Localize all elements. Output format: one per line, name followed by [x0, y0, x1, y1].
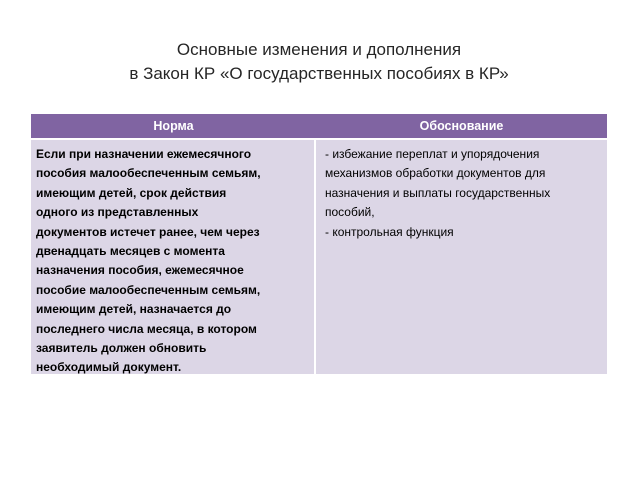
norm-line: пособие малообеспеченным семьям,: [36, 282, 261, 297]
norm-line: заявитель должен обновить: [36, 341, 207, 356]
table-row: [31, 140, 607, 374]
table-header-row: [31, 114, 607, 140]
norm-line: имеющим детей, срок действия: [36, 185, 227, 200]
header-norm: Норма: [153, 119, 194, 133]
norm-line: одного из представленных: [36, 205, 199, 220]
header-justification: Обоснование: [419, 119, 504, 133]
slide-title: [0, 38, 638, 86]
title-line-1: Основные изменения и дополнения: [176, 40, 462, 59]
comparison-table: [31, 114, 607, 374]
norm-line: необходимый документ.: [36, 360, 182, 375]
norm-line: назначения пособия, ежемесячное: [36, 263, 244, 278]
title-line-2: в Закон КР «О государственных пособиях в КР»: [129, 64, 509, 83]
justification-line: механизмов обработки документов для: [325, 166, 546, 181]
justification-line: - избежание переплат и упорядочения: [325, 147, 540, 161]
justification-cell: [316, 140, 607, 374]
norm-line: пособия малообеспеченным семьям,: [36, 166, 261, 181]
justification-line: пособий,: [325, 205, 375, 220]
norm-line: имеющим детей, назначается до: [36, 302, 232, 317]
norm-cell: [31, 140, 316, 374]
norm-line: последнего числа месяца, в котором: [36, 321, 257, 336]
norm-line: двенадцать месяцев с момента: [36, 244, 225, 259]
norm-line: Если при назначении ежемесячного: [36, 147, 252, 161]
justification-line: назначения и выплаты государственных: [325, 185, 551, 200]
norm-line: документов истечет ранее, чем через: [36, 224, 260, 239]
justification-line: - контрольная функция: [325, 224, 454, 239]
